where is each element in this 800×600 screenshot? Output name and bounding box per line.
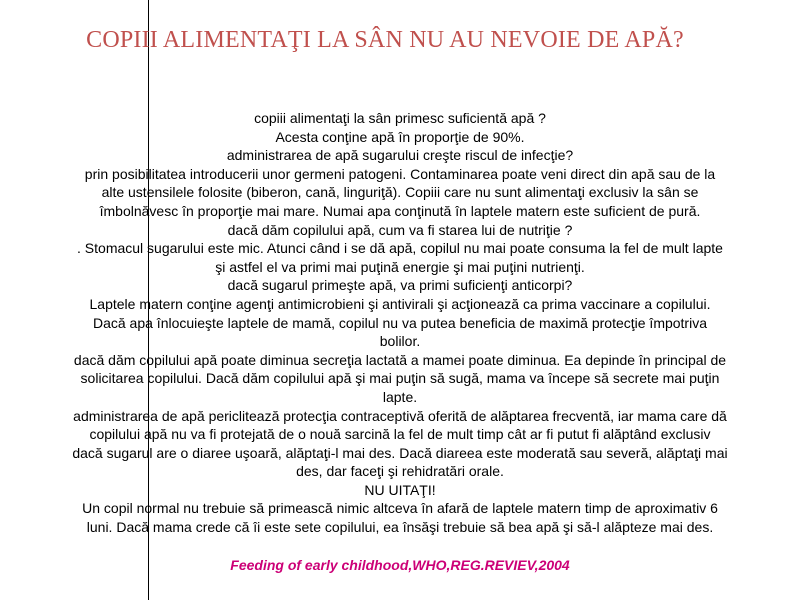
text-line: luni. Dacă mama crede că îi este sete copilului, ea însăşi trebuie să bea apă şi să-l alăpteze mai des. (86, 519, 714, 536)
text-line: copilului apă nu va fi protejată de o nouă sarcină la fel de mult timp cât ar fi putut fi alăptând exclusiv (89, 426, 711, 443)
text-line: . Stomacul sugarului este mic. Atunci când i se dă apă, copilul nu mai poate consuma la fel de mult lapte (77, 240, 723, 257)
text-line: dacă sugarul are o diaree uşoară, alăptaţi-l mai des. Dacă diareea este moderată sau severă, alăptaţi mai (72, 444, 728, 461)
text-line-emphasis: NU UITAŢI! (364, 481, 436, 498)
source-citation: Feeding of early childhood,WHO,REG.REVIEV,2004 (230, 557, 570, 573)
text-line: dacă sugarul primeşte apă, va primi suficienţi anticorpi? (227, 277, 573, 294)
text-line: prin posibilitatea introducerii unor germeni patogeni. Contaminarea poate veni direct din apă sau de la (84, 165, 716, 182)
body-text (8, 109, 792, 537)
text-line: administrarea de apă periclitează protecţia contraceptivă oferită de alăptarea frecventă, iar mama care dă (73, 407, 727, 424)
text-line: dacă dăm copilului apă, cum va fi starea lui de nutriţie ? (227, 221, 573, 238)
text-line: îmbolnăvesc în proporţie mai mare. Numai apa conţinută în laptele matern este suficient de pură. (99, 202, 701, 219)
text-line: Acesta conţine apă în proporţie de 90%. (275, 128, 525, 145)
text-line: Laptele matern conţine agenţi antimicrobieni şi antivirali şi acţionează ca prima vaccinare a copilului. (89, 295, 711, 312)
text-line: alte ustensilele folosite (biberon, cană, linguriţă). Copiii care nu sunt alimentaţi exclusiv la sân se (101, 184, 699, 201)
text-line: lapte. (382, 388, 418, 405)
text-line: des, dar faceţi şi rehidratări orale. (296, 463, 504, 480)
text-line: solicitarea copilului. Dacă dăm copilului apă şi mai puţin să sugă, mama va începe să secrete mai puţin (80, 370, 720, 387)
text-line: bolilor. (379, 333, 421, 350)
text-line: şi astfel el va primi mai puţină energie şi mai puţini nutrienţi. (215, 258, 585, 275)
text-line: administrarea de apă sugarului creşte riscul de infecţie? (226, 147, 574, 164)
text-line: dacă dăm copilului apă poate diminua secreţia lactată a mamei poate diminua. Ea depinde în principal de (73, 351, 727, 368)
slide-title: COPIII ALIMENTAŢI LA SÂN NU AU NEVOIE DE APĂ? (86, 27, 684, 53)
text-line: Dacă apa înlocuieşte laptele de mamă, copilul nu va putea beneficia de maximă protecţie împotriva (92, 314, 707, 331)
text-line: Un copil normal nu trebuie să primească nimic altceva în afară de laptele matern timp de aproximativ 6 (82, 500, 718, 517)
text-line: copiii alimentaţi la sân primesc suficientă apă ? (254, 110, 546, 126)
